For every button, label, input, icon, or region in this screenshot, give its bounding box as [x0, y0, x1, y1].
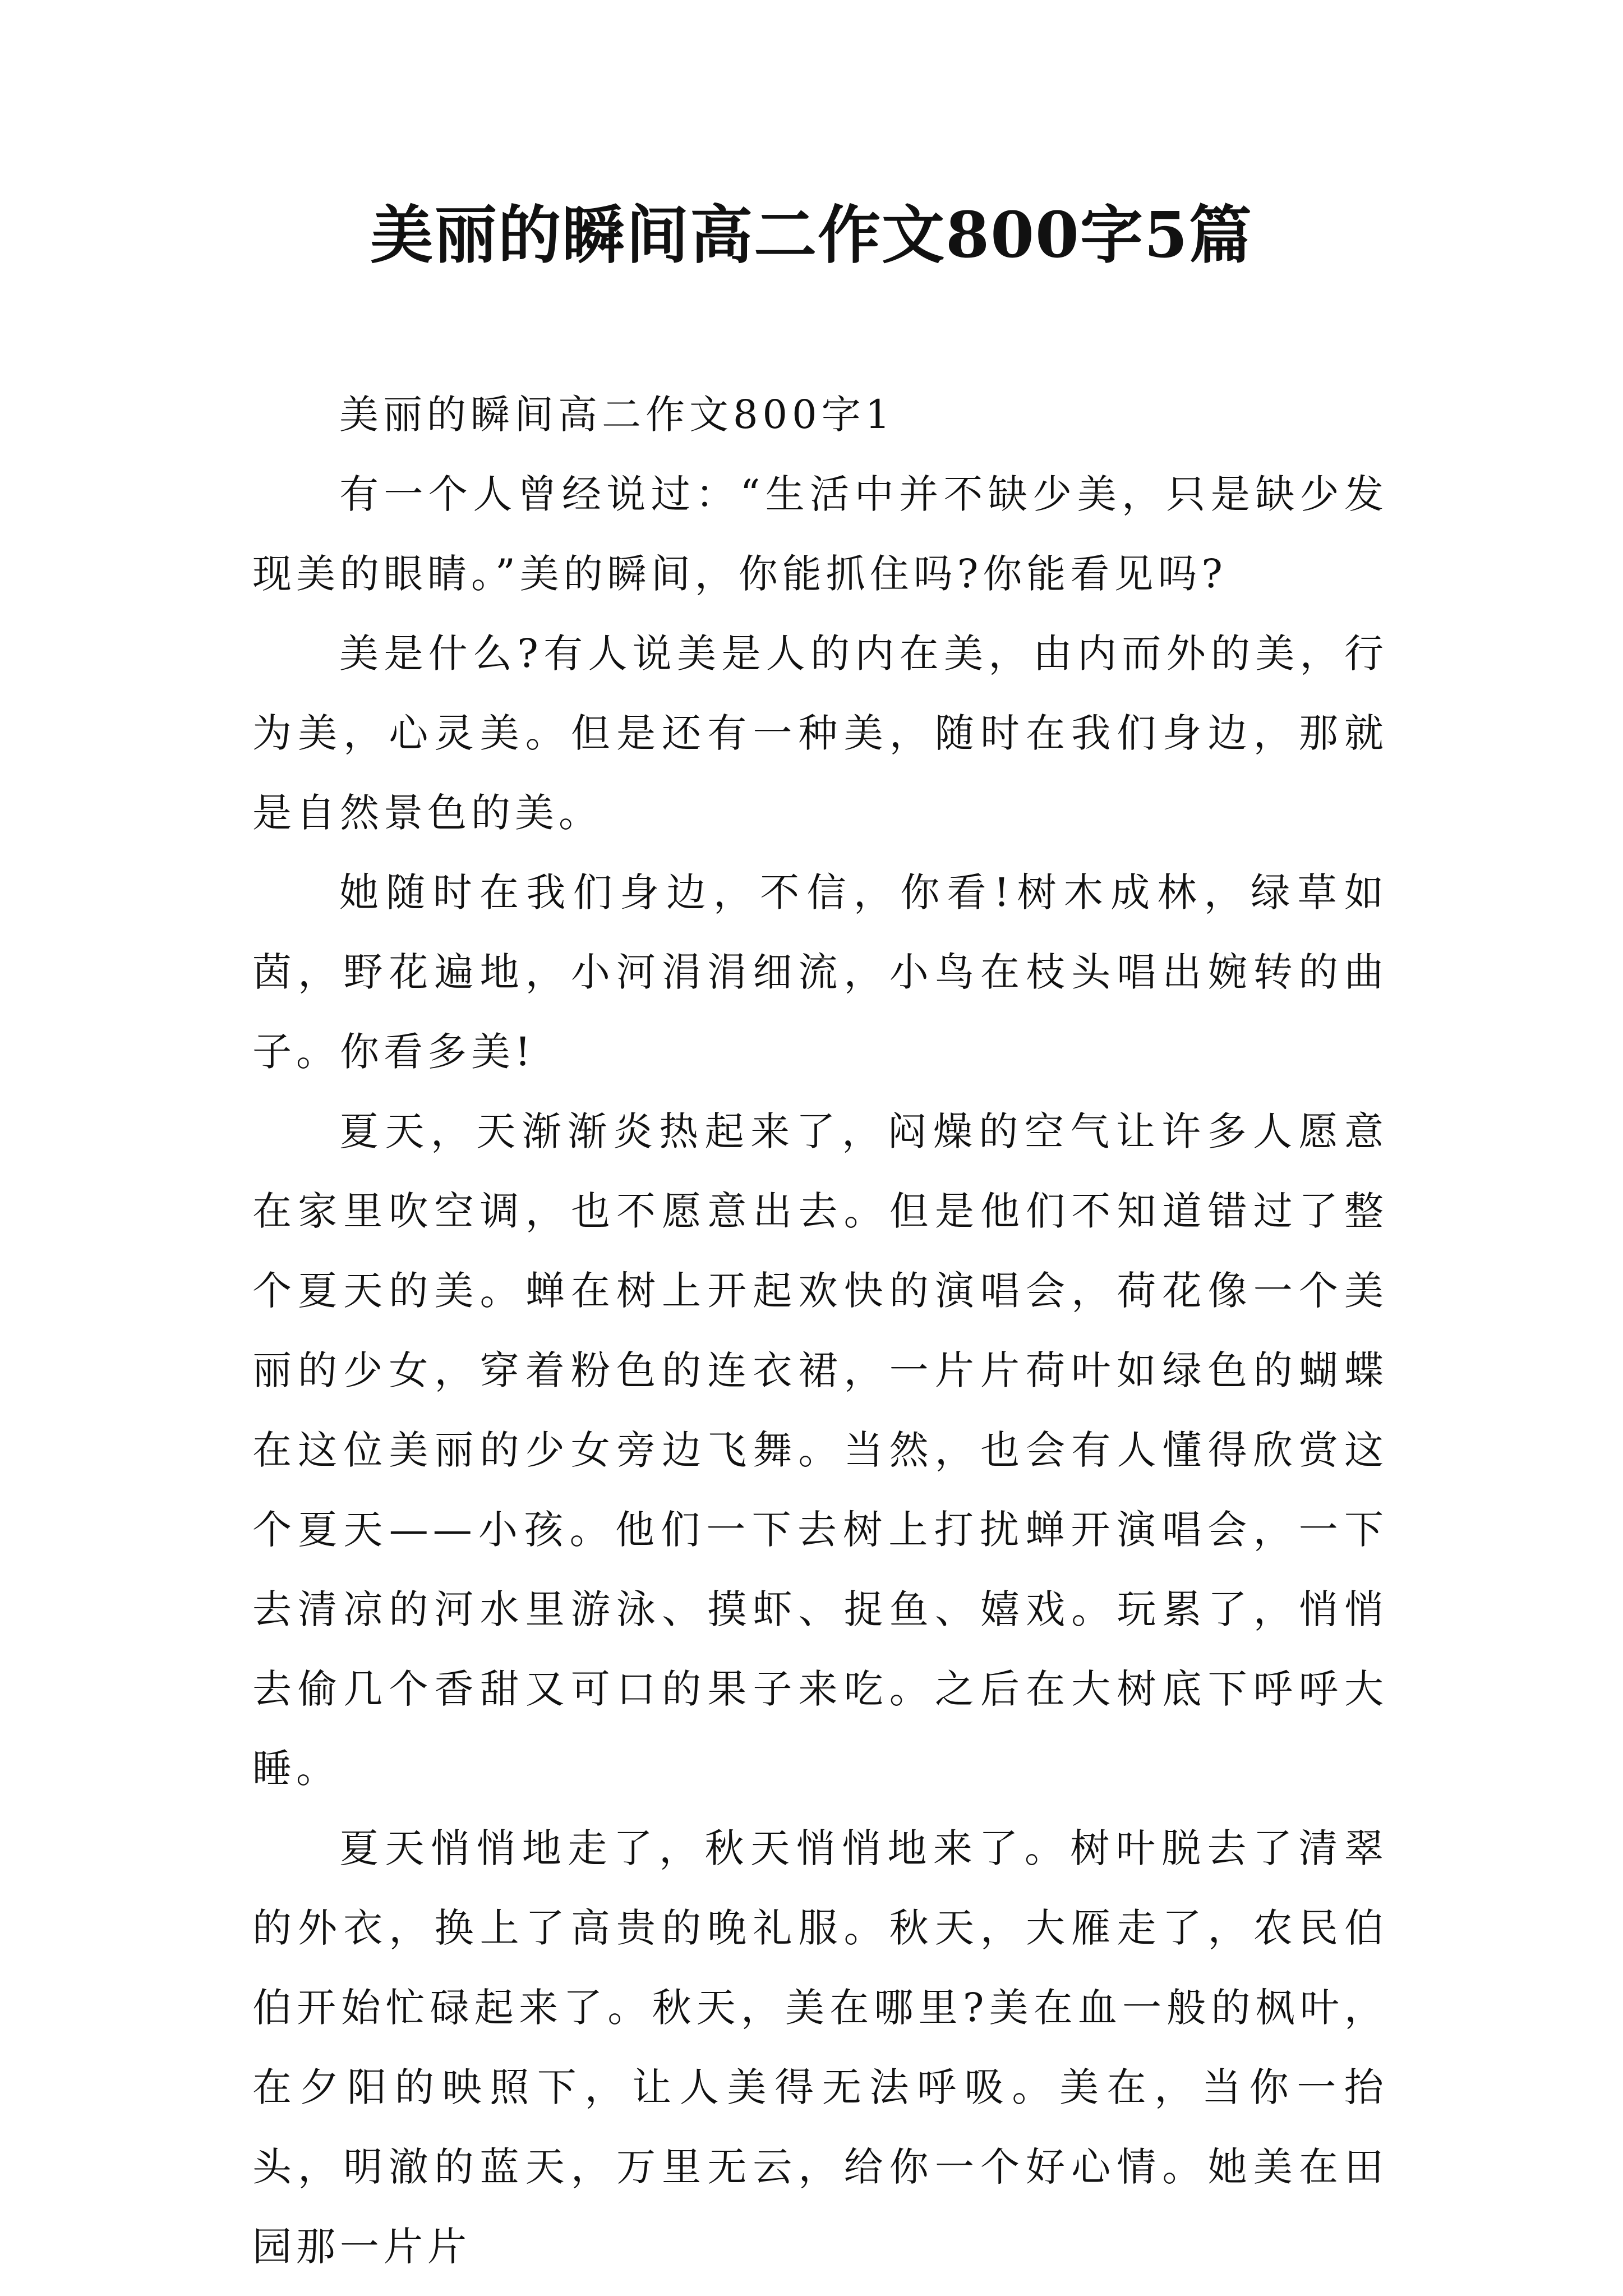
paragraph: 夏天，天渐渐炎热起来了，闷燥的空气让许多人愿意在家里吹空调，也不愿意出去。但是他们不知道错过了整个夏天的美。蝉在树上开起欢快的演唱会，荷花像一个美丽的少女，穿着粉色的连衣裙，一片片荷叶如绿色的蝴蝶在这位美丽的少女旁边飞舞。当然，也会有人懂得欣赏这个夏天——小孩。他们一下去树上打扰蝉开演唱会，一下去清凉的河水里游泳、摸虾、捉鱼、嬉戏。玩累了，悄悄去偷几个香甜又可口的果子来吃。之后在大树底下呼呼大睡。	[252, 1108, 1388, 1792]
paragraph: 美是什么?有人说美是人的内在美，由内而外的美，行为美，心灵美。但是还有一种美，随时在我们身边，那就是自然景色的美。	[252, 631, 1388, 836]
document-body	[252, 375, 1388, 2286]
paragraph: 有一个人曾经说过：“生活中并不缺少美，只是缺少发现美的眼睛。”美的瞬间，你能抓住吗?你能看见吗?	[252, 471, 1388, 597]
paragraph: 夏天悄悄地走了，秋天悄悄地来了。树叶脱去了清翠的外衣，换上了高贵的晚礼服。秋天，大雁走了，农民伯伯开始忙碌起来了。秋天，美在哪里?美在血一般的枫叶，在夕阳的映照下，让人美得无法呼吸。美在，当你一抬头，明澈的蓝天，万里无云，给你一个好心情。她美在田园那一片片	[252, 1825, 1388, 2270]
document-title: 美丽的瞬间高二作文800字5篇	[370, 199, 1253, 272]
section-heading: 美丽的瞬间高二作文800字1	[339, 392, 895, 438]
paragraph: 她随时在我们身边，不信，你看!树木成林，绿草如茵，野花遍地，小河涓涓细流，小鸟在枝头唱出婉转的曲子。你看多美!	[252, 869, 1388, 1075]
